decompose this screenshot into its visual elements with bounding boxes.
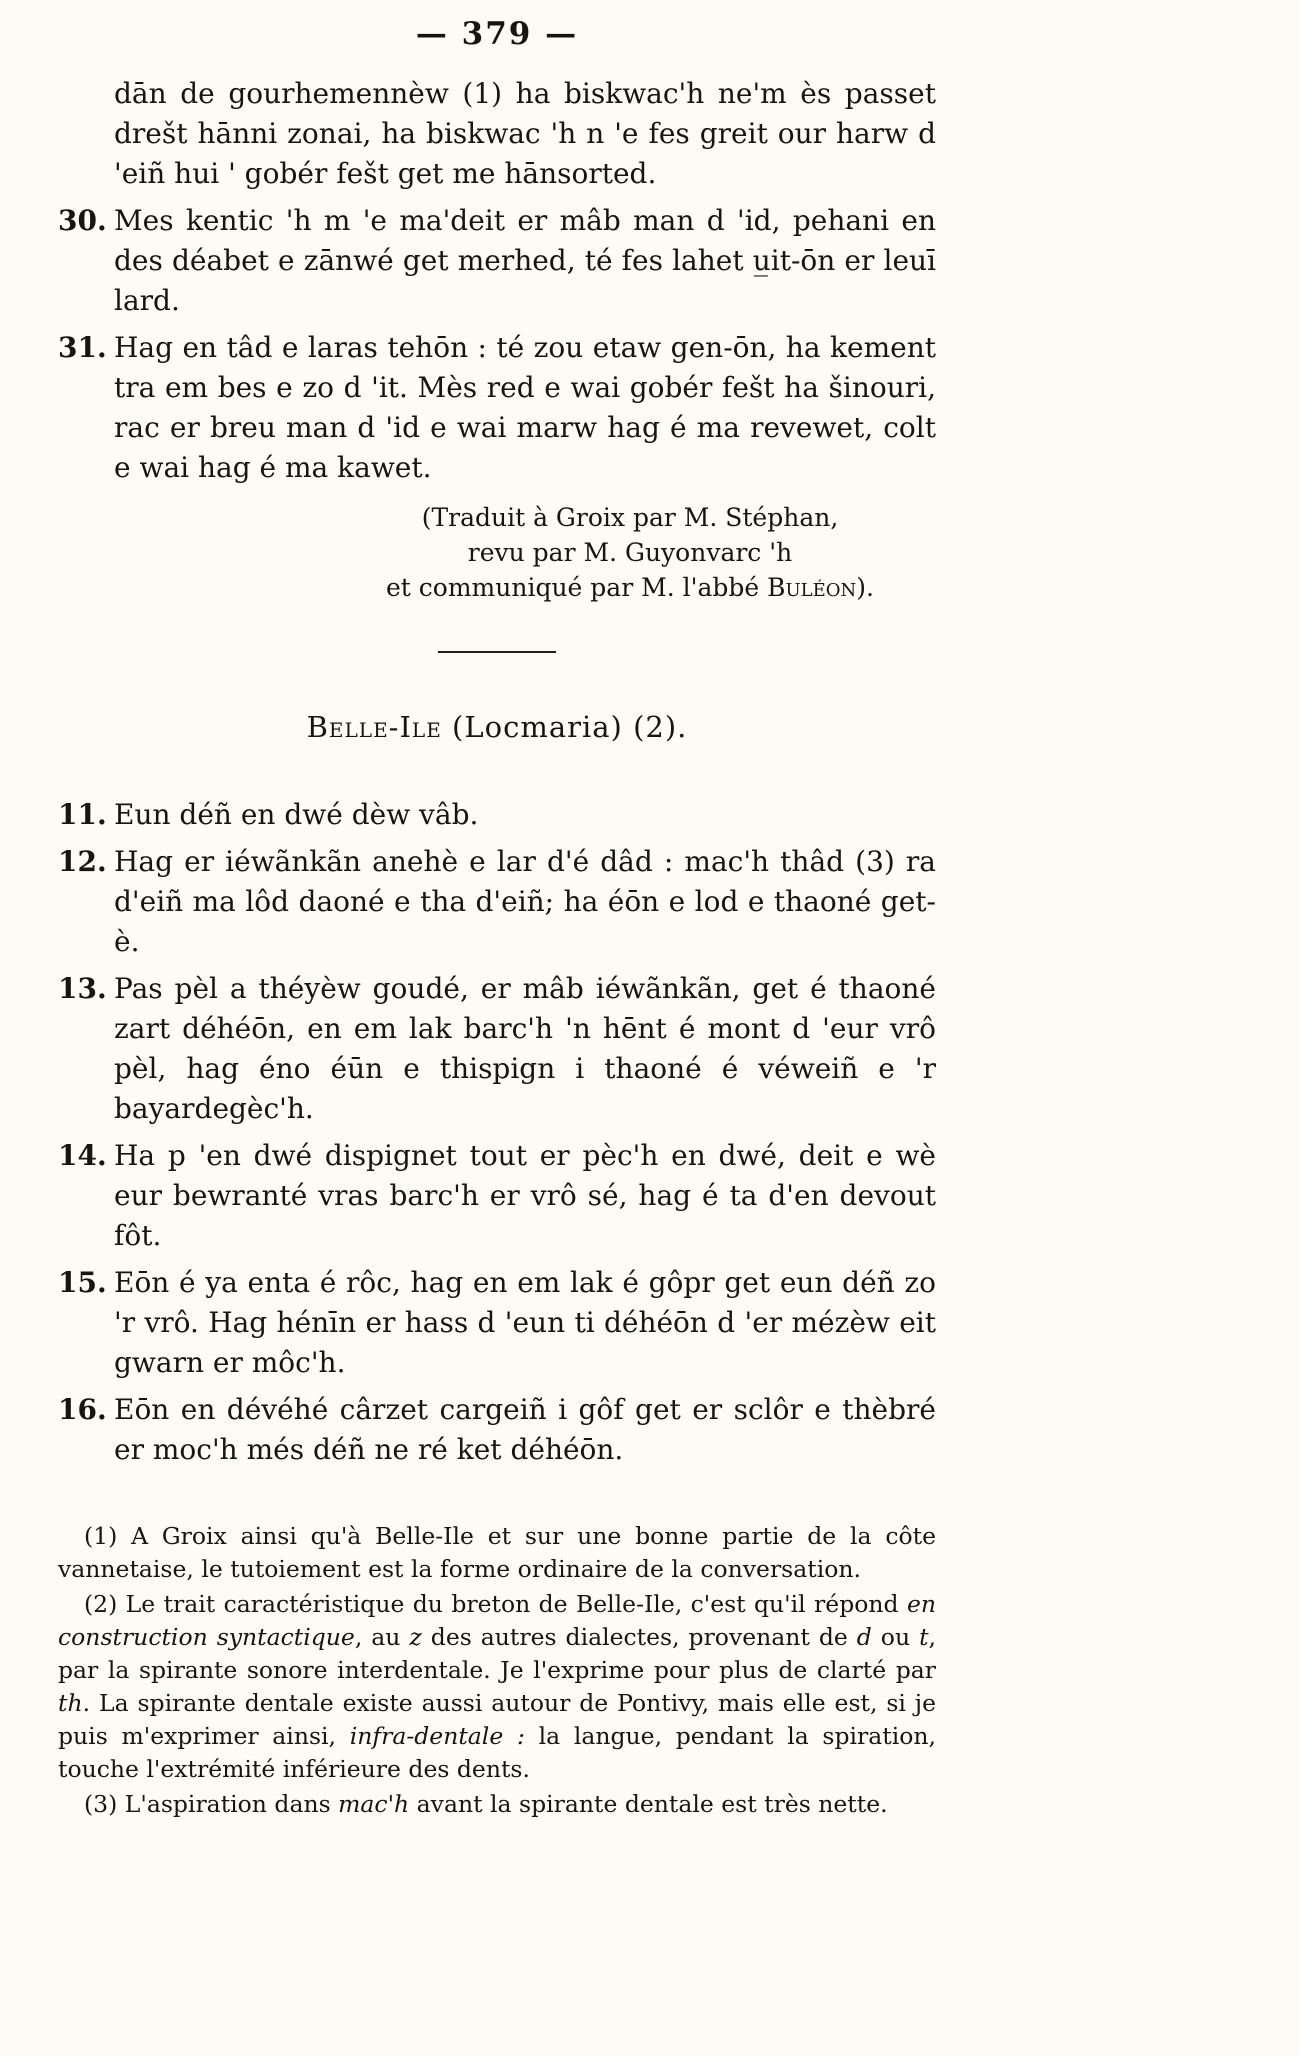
attribution-line: revu par M. Guyonvarc 'h (467, 538, 793, 567)
attribution-block (330, 500, 930, 605)
verse-15 (58, 1263, 936, 1383)
attribution-line: (Traduit à Groix par M. Stéphan, (421, 503, 839, 532)
verse-text: Eōn é ya enta é rôc, hag en em lak é gôpr get eun déñ zo 'r vrô. Hag hénīn er hass d 'eun ti déhéōn d 'er mézèw eit gwarn er môc'h. (114, 1266, 936, 1379)
verse-31 (58, 328, 936, 488)
verse-text: Hag en tâd e laras tehōn : té zou etaw gen-ōn, ha kement tra em bes e zo d 'it. Mès red e wai gobér fešt ha šinouri, rac er breu man d 'id e wai marw hag é ma revewet, colt e wai hag é ma kawet. (114, 331, 936, 484)
verse-11 (58, 795, 936, 835)
verse-text: Eun déñ en dwé dèw vâb. (114, 798, 479, 831)
verse-text: Eōn en dévéhé cârzet cargeiñ i gôf get er sclôr e thèbré er moc'h més déñ ne ré ket déhéōn. (114, 1393, 936, 1466)
footnote-2: (2) Le trait caractéristique du breton de Belle-Ile, c'est qu'il répond en construction syntactique, au z des autres dialectes, provenant de d ou t, par la spirante sonore interdentale. Je l'exprime pour plus de clarté par th. La spirante dentale existe aussi autour de Pontivy, mais elle est, si je puis m'exprimer ainsi, infra-dentale : la langue, pendant la spiration, touche l'extrémité inférieure des dents. (58, 1590, 937, 1783)
verse-13 (58, 969, 936, 1129)
verse-text: dān de gourhemennèw (1) ha biskwac'h ne'm ès passet drešt hānni zonai, ha biskwac 'h n 'e fes greit our harw d 'eiñ hui ' gobér fešt get me hānsorted. (114, 77, 936, 190)
section-title-rest: (Locmaria) (2). (441, 710, 688, 744)
verse-number: 31. (58, 331, 107, 364)
verse-30 (58, 201, 936, 321)
verse-number: 12. (58, 845, 107, 878)
verse-number: 30. (58, 204, 107, 237)
footnote-3: (3) L'aspiration dans mac'h avant la spirante dentale est très nette. (84, 1790, 888, 1818)
verse-number: 15. (58, 1266, 107, 1299)
footnotes-block (58, 1520, 936, 1821)
page-number: — 379 — (415, 16, 579, 52)
paragraph-continuation (58, 74, 936, 194)
verse-number: 14. (58, 1139, 107, 1172)
verse-text: Hag er iéwãnkãn anehè e lar d'é dâd : mac'h thâd (3) ra d'eiñ ma lôd daoné e tha d'eiñ; ha éōn e lod e thaoné get-è. (114, 845, 936, 958)
verse-text: Mes kentic 'h m 'e ma'deit er mâb man d 'id, pehani en des déabet e zānwé get merhed, té fes lahet u̲it-ōn er leuī lard. (114, 204, 936, 317)
verse-14 (58, 1136, 936, 1256)
attribution-line: et communiqué par M. l'abbé Buléon). (386, 573, 874, 602)
verse-number: 16. (58, 1393, 107, 1426)
footnote-1: (1) A Groix ainsi qu'à Belle-Ile et sur une bonne partie de la côte vannetaise, le tutoiement est la forme ordinaire de la conversation. (58, 1522, 936, 1583)
section-title (58, 707, 936, 747)
section-title-name: Belle-Ile (306, 710, 442, 744)
verse-number: 11. (58, 798, 107, 831)
verse-number: 13. (58, 972, 107, 1005)
verse-12 (58, 842, 936, 962)
verse-text: Pas pèl a théyèw goudé, er mâb iéwãnkãn, get é thaoné zart déhéōn, en em lak barc'h 'n hēnt é mont d 'eur vrô pèl, hag éno éūn e thispign i thaoné é véweiñ e 'r bayardegèc'h. (114, 972, 936, 1125)
verse-text: Ha p 'en dwé dispignet tout er pèc'h en dwé, deit e wè eur bewranté vras barc'h er vrô sé, hag é ta d'en devout fôt. (114, 1139, 936, 1252)
page-content (58, 16, 936, 1823)
verse-16 (58, 1390, 936, 1470)
section-divider (438, 651, 556, 653)
